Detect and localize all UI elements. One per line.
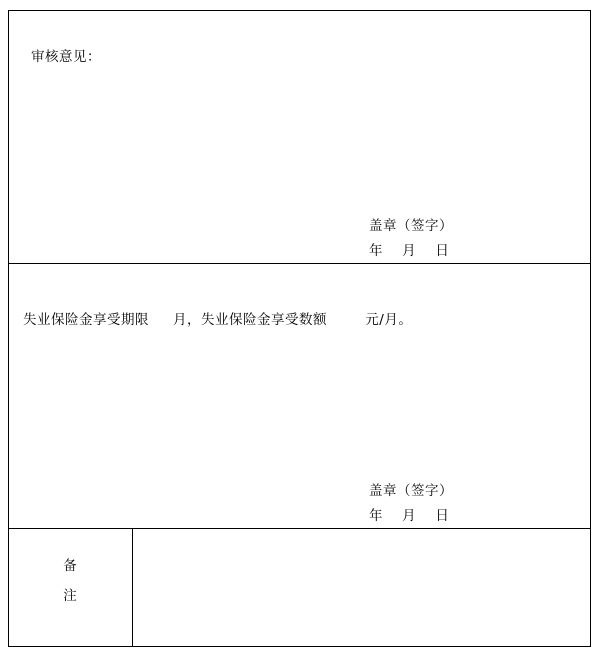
review-opinion-row [9, 11, 590, 264]
remark-label-char-2: 注 [63, 588, 78, 604]
review-seal-label: 盖章（签字） [369, 218, 453, 234]
benefit-statement: 失业保险金享受期限 月，失业保险金享受数额 元/月。 [23, 312, 413, 328]
remark-row [9, 529, 590, 646]
remark-content-cell[interactable] [133, 529, 590, 646]
form-table [8, 10, 591, 647]
remark-label-cell [9, 529, 133, 646]
benefit-date-label: 年 月 日 [369, 508, 450, 524]
remark-label-char-1: 备 [63, 558, 78, 574]
review-date-label: 年 月 日 [369, 243, 450, 259]
benefit-amount-row [9, 264, 590, 529]
review-opinion-label: 审核意见： [31, 49, 101, 65]
remark-label [9, 551, 132, 611]
benefit-seal-label: 盖章（签字） [369, 483, 453, 499]
